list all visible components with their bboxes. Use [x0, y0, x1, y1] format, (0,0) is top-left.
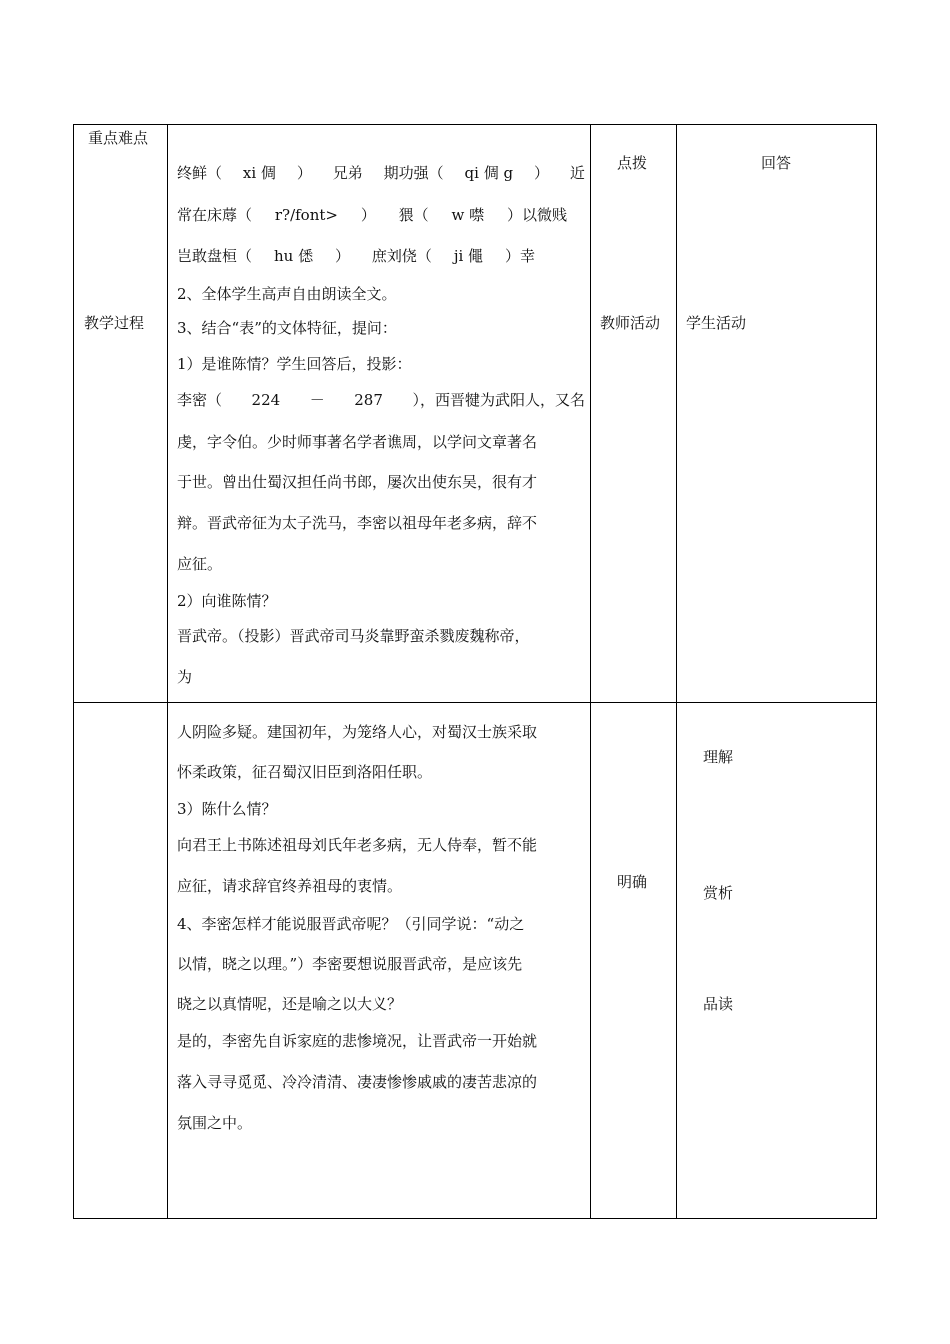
row2-line-1: 人阴险多疑。建国初年，为笼络人心，对蜀汉士族采取 [177, 723, 538, 741]
row1-line-2: 常在床蓐（ r?/font> ） 猥（ w 噤 ）以微贱 [177, 206, 567, 224]
row1-line-8: 虔，字令伯。少时师事著名学者谯周，以学问文章著名 [177, 433, 538, 451]
cell-key-points-label: 重点难点 [88, 129, 149, 147]
table-col-divider-1 [167, 124, 168, 1219]
row2-line-2: 怀柔政策，征召蜀汉旧臣到洛阳任职。 [177, 763, 433, 781]
table-border-top [73, 124, 877, 125]
cell-clarify-label: 明确 [617, 873, 648, 891]
row1-line-14: 为 [177, 668, 193, 686]
row2-line-11: 氛围之中。 [177, 1114, 253, 1132]
row2-line-8: 晓之以真情呢，还是喻之以大义？ [177, 995, 403, 1013]
row1-line-13: 晋武帝。（投影）晋武帝司马炎靠野蛮杀戮废魏称帝， [177, 627, 530, 645]
cell-answer-label: 回答 [761, 154, 792, 172]
row2-line-3: 3）陈什么情？ [177, 800, 277, 818]
cell-appreciate-label: 赏析 [703, 884, 734, 902]
cell-read-label: 品读 [703, 995, 734, 1013]
row1-line-7: 李密（ 224 － 287 ），西晋犍为武阳人，又名 [177, 391, 585, 409]
row2-line-4: 向君王上书陈述祖母刘氏年老多病，无人侍奉，暂不能 [177, 836, 538, 854]
row2-line-9: 是的，李密先自诉家庭的悲惨境况，让晋武帝一开始就 [177, 1032, 538, 1050]
row1-line-10: 辩。晋武帝征为太子洗马，李密以祖母年老多病，辞不 [177, 514, 538, 532]
row2-line-7: 以情，晓之以理。”）李密要想说服晋武帝，是应该先 [177, 955, 523, 973]
row1-line-4: 2、全体学生高声自由朗读全文。 [177, 285, 397, 303]
row1-line-9: 于世。曾出仕蜀汉担任尚书郎，屡次出使东吴，很有才 [177, 473, 538, 491]
row2-line-5: 应征，请求辞官终养祖母的衷情。 [177, 877, 403, 895]
row1-line-1: 终鲜（ xi 倜 ） 兄弟 期功强（ qi 倜 g ） 近 [177, 164, 585, 182]
table-col-divider-3 [676, 124, 677, 1219]
row1-line-12: 2）向谁陈情？ [177, 592, 277, 610]
table-border-right [876, 124, 877, 1219]
table-row-divider [73, 702, 877, 703]
cell-understand-label: 理解 [703, 748, 734, 766]
row1-line-11: 应征。 [177, 555, 223, 573]
cell-teaching-process-label: 教学过程 [84, 314, 145, 332]
table-border-left [73, 124, 74, 1219]
row1-line-5: 3、结合“表”的文体特征，提问： [177, 319, 397, 337]
table-col-divider-2 [590, 124, 591, 1219]
row2-line-6: 4、李密怎样才能说服晋武帝呢？（引同学说：“动之 [177, 915, 525, 933]
row1-line-3: 岂敢盘桓（ hu 僁 ） 庶刘侥（ ji 僶 ）幸 [177, 247, 535, 265]
row2-line-10: 落入寻寻觅觅、冷冷清清、凄凄惨惨戚戚的凄苦悲凉的 [177, 1073, 538, 1091]
row1-line-6: 1）是谁陈情？学生回答后，投影： [177, 355, 412, 373]
cell-student-activity-label: 学生活动 [686, 314, 747, 332]
cell-teacher-activity-label: 教师活动 [600, 314, 661, 332]
cell-guidance-label: 点拨 [617, 154, 648, 172]
table-border-bottom [73, 1218, 877, 1219]
